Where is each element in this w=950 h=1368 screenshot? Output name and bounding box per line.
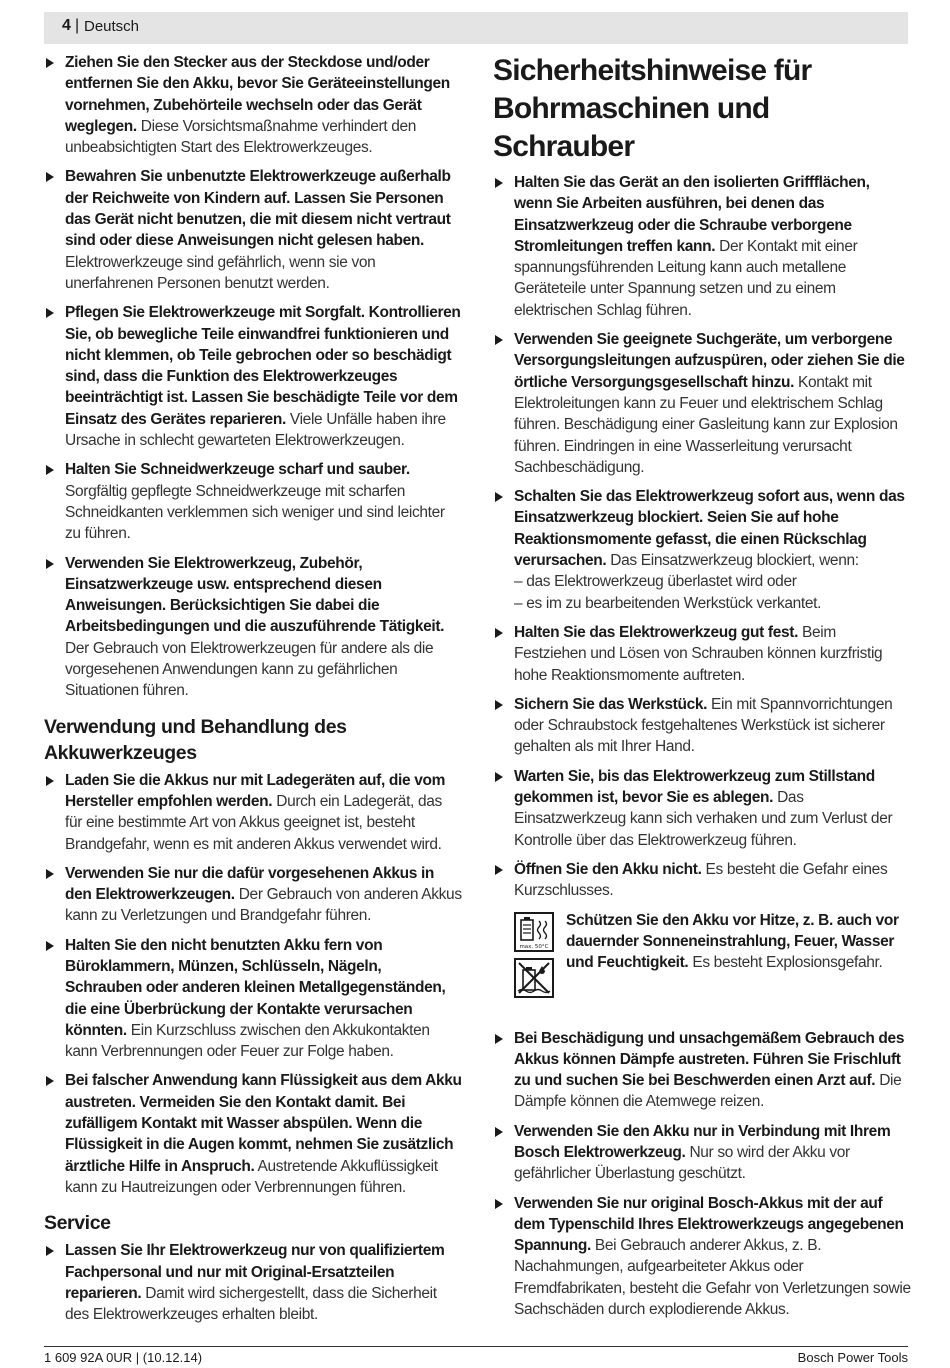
bullet-triangle-icon (46, 308, 54, 318)
instruction-item (493, 622, 911, 686)
icon-temperature-label: max. 50°C (519, 943, 549, 950)
left-items-group-2 (44, 770, 462, 1199)
item-bold-text: Halten Sie das Elektrowerkzeug gut fest. (514, 623, 799, 641)
left-items-group-3 (44, 1240, 462, 1325)
item-bold-text: Ziehen Sie den Stecker aus der Steckdose und/oder entfernen Sie den Akku, bevor Sie Geräteeinstellungen vornehmen, Zubehörteile wechseln oder das Gerät weglegen. (65, 54, 450, 135)
instruction-item (44, 166, 462, 294)
instruction-item (44, 935, 462, 1063)
item-normal-text: Der Kontakt mit einer spannungsführenden Leitung kann auch metallene Geräteteile unter Spannung setzen und zu einem elektrischen Schlag führen. (514, 237, 858, 319)
instruction-item (44, 52, 462, 158)
language-label: Deutsch (84, 18, 140, 35)
page-header (44, 12, 908, 44)
item-bold-text: Warten Sie, bis das Elektrowerkzeug zum Stillstand gekommen ist, bevor Sie es ablegen. (514, 767, 875, 807)
item-normal-text: Bei Gebrauch anderer Akkus, z. B. Nachahmungen, aufgearbeiteter Akkus oder Fremdfabrikaten, besteht die Gefahr von Verletzungen sowie Sachschäden durch explodierende Akkus. (514, 1237, 911, 1319)
item-normal-text: Durch ein Ladegerät, das für eine bestimmte Art von Akkus geeignet ist, besteht Brandgefahr, wenn es mit anderen Akkus verwendet wird. (65, 792, 442, 853)
item-normal-text: Diese Vorsichtsmaßnahme verhindert den unbeabsichtigten Start des Elektrowerkzeuges. (65, 117, 417, 157)
bullet-triangle-icon (46, 465, 54, 475)
instruction-item (493, 859, 911, 902)
item-bold-text: Verwenden Sie nur original Bosch-Akkus mit der auf dem Typenschild Ihres Elektrowerkzeugs angegebenen Spannung. (514, 1194, 904, 1255)
item-bold-text: Lassen Sie Ihr Elektrowerkzeug nur von qualifiziertem Fachpersonal und nur mit Original-Ersatzteilen reparieren. (65, 1242, 445, 1302)
left-items-group-1 (44, 52, 462, 702)
item-normal-text: Elektrowerkzeuge sind gefährlich, wenn sie von unerfahrenen Personen benutzt werden. (65, 253, 376, 292)
item-normal-text: Beim Festziehen und Lösen von Schrauben können kurzfristig hohe Reaktionsmomente auftreten. (514, 623, 883, 684)
item-bold-text: Schalten Sie das Elektrowerkzeug sofort aus, wenn das Einsatzwerkzeug blockiert. Seien Sie auf hohe Reaktionsmomente gefasst, die einen Rückschlag verursachen. (514, 488, 905, 570)
bullet-triangle-icon (495, 1034, 503, 1044)
instruction-item (44, 1070, 462, 1198)
right-items-group-2 (493, 622, 911, 902)
bullet-triangle-icon (495, 628, 503, 638)
right-items-group-1 (493, 172, 911, 614)
warning-bold-text: Schützen Sie den Akku vor Hitze, z. B. auch vor dauernder Sonneneinstrahlung, Feuer, Wasser und Feuchtigkeit. (566, 911, 899, 972)
bullet-triangle-icon (46, 559, 54, 569)
item-bold-text: Bewahren Sie unbenutzte Elektrowerkzeuge außerhalb der Reichweite von Kindern auf. Lassen Sie Personen das Gerät nicht benutzen, die mit diesem nicht vertraut sind oder diese Anweisungen nicht gelesen haben. (65, 168, 451, 250)
page-number: 4 (62, 17, 71, 34)
item-bold-text: Verwenden Sie nur die dafür vorgesehenen Akkus in den Elektrowerkzeugen. (65, 864, 435, 904)
instruction-item (493, 172, 911, 321)
instruction-item (493, 329, 911, 478)
dash-line: – das Elektrowerkzeug überlastet wird oder (514, 573, 797, 591)
dash-line: – es im zu bearbeitenden Werkstück verkantet. (514, 594, 822, 612)
instruction-item (44, 459, 462, 544)
battery-warning-block (493, 910, 911, 1028)
instruction-item (44, 302, 462, 451)
item-normal-text: Der Gebrauch von anderen Akkus kann zu Verletzungen und Brandgefahr führen. (65, 886, 462, 925)
item-bold-text: Öffnen Sie den Akku nicht. (514, 860, 702, 878)
footer-document-id: 1 609 92A 0UR | (10.12.14) (44, 1350, 203, 1365)
item-bold-text: Verwenden Sie geeignete Suchgeräte, um verborgene Versorgungsleitungen aufzuspüren, oder ziehen Sie die örtliche Versorgungsgesellschaft hinzu. (514, 331, 905, 391)
instruction-item (44, 553, 462, 702)
bullet-triangle-icon (46, 1246, 54, 1256)
item-bold-text: Sichern Sie das Werkstück. (514, 695, 708, 713)
footer-rule (44, 1346, 908, 1347)
item-normal-text: Ein Kurzschluss zwischen den Akkukontakten kann Verbrennungen oder Feuer zur Folge haben. (65, 1021, 430, 1061)
bullet-triangle-icon (495, 700, 503, 710)
section-heading-akku: Verwendung und Behandlung des Akkuwerkzeuges (44, 715, 347, 764)
main-heading: Sicherheitshinweise für Bohrmaschinen und Schrauber (493, 54, 812, 163)
item-bold-text: Halten Sie das Gerät an den isolierten Griffflächen, wenn Sie Arbeiten ausführen, bei denen das Einsatzwerkzeug oder die Schraube verborgene Stromleitungen treffen kann. (514, 174, 870, 255)
bullet-triangle-icon (46, 172, 54, 182)
bullet-triangle-icon (495, 1199, 503, 1209)
item-bold-text: Halten Sie Schneidwerkzeuge scharf und sauber. (65, 461, 410, 479)
item-normal-text: Austretende Akkuflüssigkeit kann zu Hautreizungen oder Verbrennungen führen. (65, 1157, 438, 1196)
item-bold-text: Pflegen Sie Elektrowerkzeuge mit Sorgfalt. Kontrollieren Sie, ob bewegliche Teile einwandfrei funktionieren und nicht klemmen, ob Teile gebrochen oder so beschädigt sind, dass die Funktion des Elektrowerkzeuges beeinträchtigt ist. Lassen Sie beschädigte Teile vor dem Einsatz des Gerätes reparieren. (65, 304, 461, 428)
section-heading-service: Service (44, 1212, 111, 1235)
bullet-triangle-icon (46, 1076, 54, 1086)
instruction-item (44, 863, 462, 927)
instruction-item (493, 1121, 911, 1185)
item-bold-text: Bei Beschädigung und unsachgemäßem Gebrauch des Akkus können Dämpfe austreten. Führen Sie Frischluft zu und suchen Sie bei Beschwerden einen Arzt auf. (514, 1029, 905, 1090)
right-items-group-3 (493, 1028, 911, 1321)
warning-text (566, 910, 911, 974)
bullet-triangle-icon (46, 869, 54, 879)
item-bold-text: Halten Sie den nicht benutzten Akku fern von Büroklammern, Münzen, Schlüsseln, Nägeln, Schrauben oder anderen kleinen Metallgegenständen, die eine Überbrückung der Kontakte verursachen könnten. (65, 936, 446, 1039)
warning-normal-text: Es besteht Explosionsgefahr. (692, 954, 883, 972)
instruction-item (493, 1193, 911, 1321)
item-normal-text: Viele Unfälle haben ihre Ursache in schlecht gewarteten Elektrowerkzeugen. (65, 410, 446, 450)
item-normal-text: Die Dämpfe können die Atemwege reizen. (514, 1072, 902, 1111)
heat-protection-icon (514, 912, 554, 952)
item-normal-text: Ein mit Spannvorrichtungen oder Schraubstock festgehaltenes Werkstück ist sicherer gehalten als mit Ihrer Hand. (514, 695, 893, 756)
item-normal-text: Das Einsatzwerkzeug blockiert, wenn: (610, 552, 859, 570)
item-normal-text: Damit wird sichergestellt, dass die Sicherheit des Elektrowerkzeuges erhalten bleibt. (65, 1284, 437, 1324)
bullet-triangle-icon (495, 1127, 503, 1137)
instruction-item (493, 694, 911, 758)
item-bold-text: Bei falscher Anwendung kann Flüssigkeit aus dem Akku austreten. Vermeiden Sie den Kontakt damit. Bei zufälligem Kontakt mit Wasser abspülen. Wenn die Flüssigkeit in die Augen kommt, nehmen Sie zusätzlich ärztliche Hilfe in Anspruch. (65, 1072, 462, 1175)
item-bold-text: Laden Sie die Akkus nur mit Ladegeräten auf, die vom Hersteller empfohlen werden. (65, 771, 446, 810)
footer-brand: Bosch Power Tools (797, 1350, 908, 1365)
item-normal-text: Der Gebrauch von Elektrowerkzeugen für andere als die vorgesehenen Anwendungen kann zu gefährlichen Situationen führen. (65, 639, 434, 700)
bullet-triangle-icon (495, 772, 503, 782)
left-column (44, 52, 462, 1325)
bullet-triangle-icon (46, 776, 54, 786)
item-bold-text: Verwenden Sie Elektrowerkzeug, Zubehör, Einsatzwerkzeuge usw. entsprechend diesen Anweisungen. Berücksichtigen Sie dabei die Arbeitsbedingungen und die auszuführende Tätigkeit. (65, 554, 445, 636)
right-column (493, 52, 911, 1320)
header-separator: | (75, 17, 80, 34)
item-normal-text: Kontakt mit Elektroleitungen kann zu Feuer und elektrischem Schlag führen. Beschädigung einer Gasleitung kann zur Explosion führen. Eindringen in eine Wasserleitung verursacht Sachbeschädigung. (514, 373, 898, 476)
no-water-icon (514, 958, 554, 998)
instruction-item (493, 1028, 911, 1113)
bullet-triangle-icon (46, 941, 54, 951)
instruction-item (44, 770, 462, 855)
item-normal-text: Das Einsatzwerkzeug kann sich verhaken und zum Verlust der Kontrolle über das Elektrowerkzeug führen. (514, 789, 893, 849)
bullet-triangle-icon (495, 335, 503, 345)
bullet-triangle-icon (495, 492, 503, 502)
item-normal-text: Nur so wird der Akku vor gefährlicher Überlastung geschützt. (514, 1143, 850, 1183)
bullet-triangle-icon (495, 178, 503, 188)
item-normal-text: Es besteht die Gefahr eines Kurzschlusses. (514, 860, 888, 900)
instruction-item (44, 1240, 462, 1325)
item-bold-text: Verwenden Sie den Akku nur in Verbindung mit Ihrem Bosch Elektrowerkzeug. (514, 1122, 891, 1161)
instruction-item (493, 486, 911, 614)
item-normal-text: Sorgfältig gepflegte Schneidwerkzeuge mit scharfen Schneidkanten verklemmen sich weniger und sind leichter zu führen. (65, 482, 445, 543)
bullet-triangle-icon (495, 865, 503, 875)
instruction-item (493, 766, 911, 851)
bullet-triangle-icon (46, 58, 54, 68)
